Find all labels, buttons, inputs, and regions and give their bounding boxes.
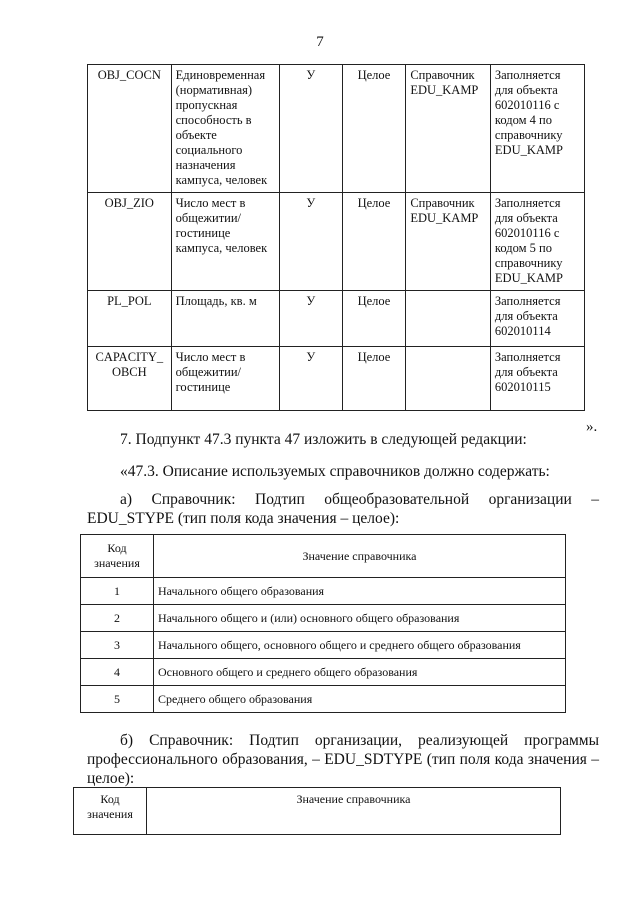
field-type: Целое	[342, 65, 406, 193]
header-code: Код значения	[74, 788, 147, 835]
value-cell: Основного общего и среднего общего образования	[154, 659, 566, 686]
field-name: Единовременная (нормативная) пропускная способность в объекте социального назначения кампуса, человек	[171, 65, 279, 193]
field-name: Число мест в общежитии/ гостинице кампуса, человек	[171, 193, 279, 291]
field-type: Целое	[342, 347, 406, 411]
reference-table-a	[80, 534, 566, 713]
page-number: 7	[316, 34, 324, 50]
field-code: PL_POL	[88, 291, 172, 347]
field-requirement: У	[280, 193, 343, 291]
header-value: Значение справочника	[154, 535, 566, 578]
field-type: Целое	[342, 291, 406, 347]
field-name: Площадь, кв. м	[171, 291, 279, 347]
table-header	[81, 535, 566, 578]
field-note: Заполняется для объекта 602010115	[490, 347, 584, 411]
value-cell: Начального общего, основного общего и среднего общего образования	[154, 632, 566, 659]
table-row	[81, 605, 566, 632]
code-cell: 4	[81, 659, 154, 686]
header-value: Значение справочника	[147, 788, 561, 835]
field-code: OBJ_COCN	[88, 65, 172, 193]
field-requirement: У	[280, 65, 343, 193]
table-row	[81, 632, 566, 659]
paragraph-a: а) Справочник: Подтип общеобразовательной организации – EDU_STYPE (тип поля кода значения – целое):	[87, 491, 599, 527]
paragraph-item-7: 7. Подпункт 47.3 пункта 47 изложить в следующей редакции:	[120, 431, 527, 448]
field-code: OBJ_ZIO	[88, 193, 172, 291]
closing-quote: ».	[586, 419, 598, 435]
field-reference: Справочник EDU_KAMP	[406, 65, 491, 193]
field-type: Целое	[342, 193, 406, 291]
table-row	[81, 686, 566, 713]
table-row	[88, 291, 585, 347]
code-cell: 5	[81, 686, 154, 713]
paragraph-47-3: «47.3. Описание используемых справочников должно содержать:	[120, 463, 550, 480]
value-cell: Начального общего и (или) основного общего образования	[154, 605, 566, 632]
field-name: Число мест в общежитии/ гостинице	[171, 347, 279, 411]
field-reference	[406, 347, 491, 411]
paragraph-b: б) Справочник: Подтип организации, реализующей программы профессионального образования, – EDU_SDTYPE (тип поля кода значения – целое):	[87, 732, 599, 787]
code-cell: 2	[81, 605, 154, 632]
fields-table	[87, 64, 585, 411]
field-note: Заполняется для объекта 602010114	[490, 291, 584, 347]
field-reference: Справочник EDU_KAMP	[406, 193, 491, 291]
header-code: Код значения	[81, 535, 154, 578]
table-header	[74, 788, 561, 835]
field-requirement: У	[280, 347, 343, 411]
table-row	[81, 659, 566, 686]
field-note: Заполняется для объекта 602010116 с кодом 4 по справочнику EDU_KAMP	[490, 65, 584, 193]
reference-table-b	[73, 787, 561, 835]
field-note: Заполняется для объекта 602010116 с кодом 5 по справочнику EDU_KAMP	[490, 193, 584, 291]
code-cell: 1	[81, 578, 154, 605]
field-code: CAPACITY_ OBCH	[88, 347, 172, 411]
code-cell: 3	[81, 632, 154, 659]
table-row	[88, 65, 585, 193]
field-reference	[406, 291, 491, 347]
value-cell: Начального общего образования	[154, 578, 566, 605]
table-row	[88, 193, 585, 291]
table-row	[81, 578, 566, 605]
table-row	[88, 347, 585, 411]
field-requirement: У	[280, 291, 343, 347]
value-cell: Среднего общего образования	[154, 686, 566, 713]
